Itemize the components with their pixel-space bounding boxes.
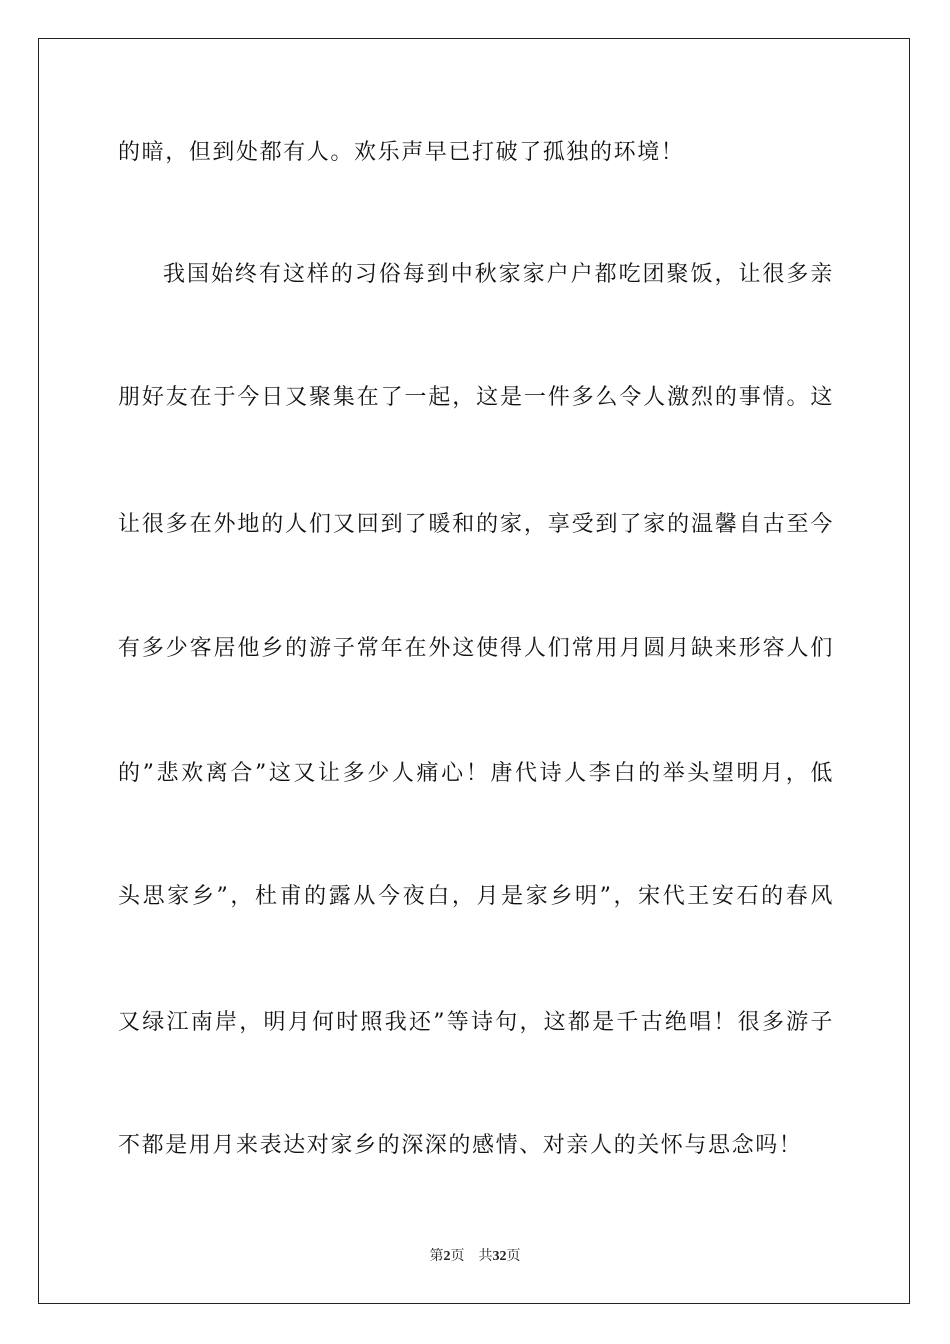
total-suffix: 页 <box>506 1249 521 1264</box>
total-pages: 32 <box>492 1249 507 1264</box>
page-number: 2 <box>443 1249 451 1264</box>
page-border <box>38 38 910 1304</box>
text-line-6: 的”悲欢离合”这又让多少人痛心！唐代诗人李白的举头望明月，低 <box>118 761 834 786</box>
text-line-8: 又绿江南岸，明月何时照我还”等诗句，这都是千古绝唱！很多游子 <box>118 1010 834 1035</box>
text-line-7: 头思家乡”，杜甫的露从今夜白，月是家乡明”，宋代王安石的春风 <box>118 884 834 909</box>
text-line-4: 让很多在外地的人们又回到了暖和的家，享受到了家的温馨自古至今 <box>118 512 834 537</box>
page-footer <box>0 1248 950 1266</box>
text-line-2: 我国始终有这样的习俗每到中秋家家户户都吃团聚饭，让很多亲 <box>163 262 834 287</box>
page-prefix: 第 <box>429 1249 444 1264</box>
text-line-5: 有多少客居他乡的游子常年在外这使得人们常用月圆月缺来形容人们 <box>118 636 834 661</box>
text-line-9: 不都是用月来表达对家乡的深深的感情、对亲人的关怀与思念吗！ <box>118 1133 803 1158</box>
total-prefix: 共 <box>478 1249 493 1264</box>
text-line-3: 朋好友在于今日又聚集在了一起，这是一件多么令人激烈的事情。这 <box>118 385 834 410</box>
page-suffix: 页 <box>450 1249 465 1264</box>
text-line-1: 的暗，但到处都有人。欢乐声早已打破了孤独的环境！ <box>118 140 685 165</box>
